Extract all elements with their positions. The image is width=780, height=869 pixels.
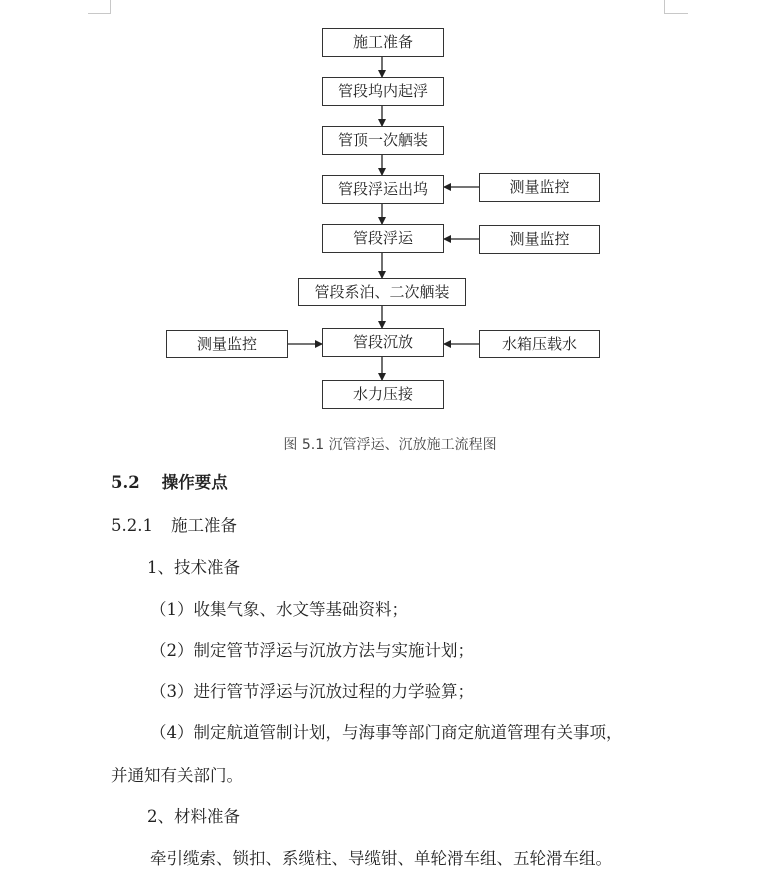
section-heading-number: 5.2	[111, 473, 140, 492]
flow-step-immersion: 管段沉放	[322, 328, 444, 357]
paragraph-1: （1）收集气象、水文等基础资料；	[150, 600, 408, 619]
section-heading-title: 操作要点	[161, 473, 228, 492]
flow-step-first-outfitting: 管顶一次舾装	[322, 126, 444, 155]
paragraph-2: （2）制定管节浮运与沉放方法与实施计划；	[150, 641, 474, 660]
paragraph-3: （3）进行管节浮运与沉放过程的力学验算；	[150, 682, 474, 701]
list-item-material-preparation: 2、材料准备	[147, 807, 240, 826]
flow-side-survey-monitor-3: 测量监控	[166, 330, 288, 358]
paragraph-4-line-1: （4）制定航道管制计划，与海事等部门商定航道管理有关事项，	[150, 723, 623, 742]
subsection-heading	[111, 512, 237, 536]
subsection-number: 5.2.1	[111, 516, 153, 535]
paragraph-4-line-2: 并通知有关部门。	[111, 766, 243, 785]
flow-step-float-out-dock: 管段浮运出坞	[322, 175, 444, 204]
flow-step-float-transport: 管段浮运	[322, 224, 444, 253]
flow-step-hydraulic-joint: 水力压接	[322, 380, 444, 409]
flow-step-preparation: 施工准备	[322, 28, 444, 57]
figure-caption: 图 5.1 沉管浮运、沉放施工流程图	[283, 437, 497, 453]
list-item-technical-preparation: 1、技术准备	[147, 558, 240, 577]
flow-step-mooring-second-outfitting: 管段系泊、二次舾装	[298, 278, 466, 306]
flow-side-water-tank-ballast: 水箱压载水	[479, 330, 600, 358]
subsection-title: 施工准备	[170, 516, 237, 535]
paragraph-5: 牵引缆索、锁扣、系缆柱、导缆钳、单轮滑车组、五轮滑车组。	[150, 849, 612, 868]
flow-side-survey-monitor-1: 测量监控	[479, 173, 600, 202]
flow-step-float-in-dock: 管段坞内起浮	[322, 77, 444, 106]
flowchart-arrows	[0, 0, 780, 430]
section-heading	[111, 469, 228, 493]
flow-side-survey-monitor-2: 测量监控	[479, 225, 600, 254]
